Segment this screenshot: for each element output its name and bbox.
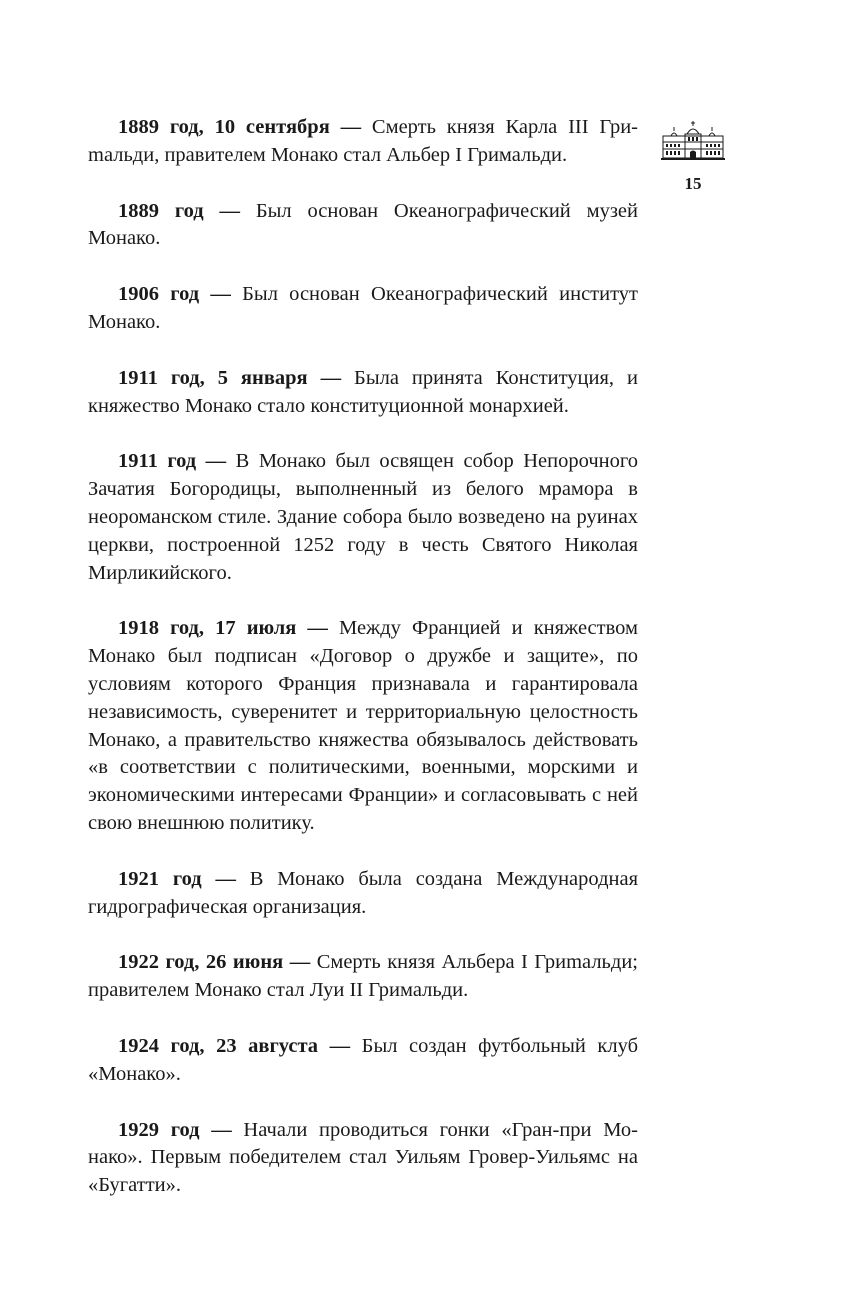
entry-date: 1921 год — [118,867,236,890]
entry-text: В Монако была создана Международная гидрографическая организация. [88,867,638,918]
chronology-entry [88,448,638,587]
entry-date: 1922 год, 26 июня — [118,951,311,974]
entry-date: 1906 год — [118,283,231,306]
entry-date: 1911 год — [118,450,227,473]
chronology-entry [88,866,638,922]
entry-date: 1889 год, 10 сентября — [118,116,362,138]
entry-text: Была принята Конституция, и княжество Монако стало конституционной монархией. [88,366,638,417]
chronology-entry [88,615,638,837]
chronology-entry [88,198,638,254]
chronology-entry [88,1033,638,1089]
entry-date: 1924 год, 23 августа — [118,1034,351,1057]
chronology-entry [88,114,638,170]
entry-text: Смерть князя Карла III Гриmальди, правителем Монако стал Альбер I Гримальди. [88,116,638,166]
chronology-entry [88,365,638,421]
entry-text: Был основан Океанографический институт Монако. [88,283,639,333]
chronology-text [88,114,638,1228]
chronology-entry [88,1117,638,1200]
entry-text: Начали проводиться гонки «Гран-при Монако». Первым победителем стал Уильям Гровер-Уильямс на «Бугатти». [88,1118,638,1197]
entry-text: Между Францией и княжеством Монако был подписан «Договор о дружбе и защите», по условиям которого Франция признавала и гарантировала независимость, суверенитет и территориальную целостность Монако, а правительство княжества обязывалось действовать «в соответствии с политическими, военными, морскими и экономическими интересами Франции» и согласовывать с ней свою внешнюю политику. [88,617,638,834]
entry-date: 1911 год, 5 января — [118,366,342,389]
page-margin [660,118,726,194]
entry-date: 1918 год, 17 июля — [118,617,328,640]
chronology-entry [88,281,638,337]
entry-date: 1929 год — [118,1118,232,1141]
entry-text: Смерть князя Альбера I Гриmальди; правителем Монако стал Луи II Гримальди. [88,951,638,1002]
page-number: 15 [684,174,702,193]
entry-date: 1889 год — [118,199,241,222]
entry-text: В Монако был освящен собор Непорочного Зачатия Богородицы, выполненный из белого мрамора в неороманском стиле. Здание собора было возведено на руинах церкви, построенной 1252 году в честь Святого Николая Мирликийского. [88,450,638,584]
palace-icon [660,118,726,162]
chronology-entry [88,949,638,1005]
entry-text: Был создан футбольный клуб «Монако». [88,1034,639,1085]
entry-text: Был основан Океанографический музей Монако. [88,199,639,250]
